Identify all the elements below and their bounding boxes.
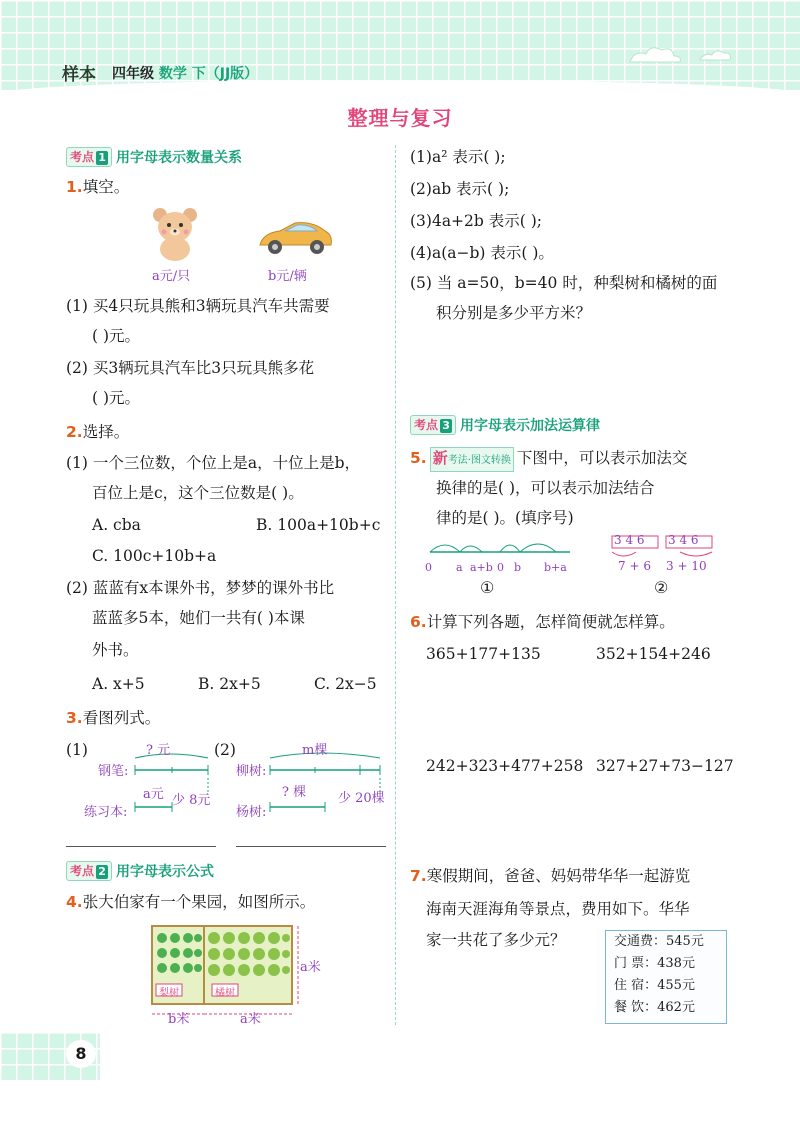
question-stem: 张大伯家有一个果园，如图所示。 xyxy=(82,893,316,911)
column-divider xyxy=(395,145,396,1025)
circle-2: ② xyxy=(654,578,669,597)
q1-part1-line2: ( )元。 xyxy=(92,327,141,345)
q7-line1: 寒假期间，爸爸、妈妈带华华一起游览 xyxy=(426,867,691,885)
q2-part1-line2: 百位上是c，这个三位数是( )。 xyxy=(92,484,304,502)
new-mark: 新 xyxy=(432,449,448,467)
expr-2: 352+154+246 xyxy=(596,645,711,663)
logo: 样本 xyxy=(62,65,96,85)
question-7 xyxy=(410,866,690,886)
question-4 xyxy=(66,892,315,912)
cost-lodging: 住 宿：455元 xyxy=(614,978,695,993)
q5-line2: 换律的是( )，可以表示加法结合 xyxy=(436,479,655,497)
section-num: 3 xyxy=(440,419,452,433)
q4-sub3: (3)4a+2b 表示( ); xyxy=(410,212,542,230)
question-1 xyxy=(66,177,129,197)
d2-top: m棵 xyxy=(302,743,328,758)
q2-part2-line3: 外书。 xyxy=(92,641,139,659)
d1-less: 少 8元 xyxy=(172,793,211,808)
question-stem: 计算下列各题，怎样简便就怎样算。 xyxy=(426,613,675,631)
grade: 四年级 xyxy=(112,66,154,82)
cost-ticket: 门 票：438元 xyxy=(614,956,695,971)
bear-price: a元/只 xyxy=(152,269,191,284)
section-tag: 考点 xyxy=(70,150,95,164)
section-heading-3 xyxy=(410,415,600,435)
cost-transport: 交通费：545元 xyxy=(614,934,704,949)
q4-sub1: (1)a² 表示( ); xyxy=(410,148,506,166)
question-number: 5. xyxy=(410,449,427,467)
question-number: 4. xyxy=(66,893,83,911)
pear-label: 梨树 xyxy=(159,988,179,999)
d1-label-a: 钢笔: xyxy=(98,764,129,779)
section-text: 用字母表示数量关系 xyxy=(116,150,243,166)
new-tag-text: 考法·图文转换 xyxy=(447,455,511,466)
q5-line1: 下图中，可以表示加法交 xyxy=(516,449,688,467)
d1-mid: a元 xyxy=(143,787,164,802)
nl-0b: 0 xyxy=(497,561,504,574)
section-tag: 考点 xyxy=(414,418,439,432)
q4-sub2: (2)ab 表示( ); xyxy=(410,180,510,198)
q4-sub5-line2: 积分别是多少平方米？ xyxy=(436,304,592,322)
question-6 xyxy=(410,612,675,632)
option-a: A. x+5 xyxy=(92,675,145,693)
toy-car-image xyxy=(255,215,335,260)
grade-label xyxy=(112,63,258,83)
section-num: 2 xyxy=(96,865,108,879)
d2-mid: ? 棵 xyxy=(282,785,307,800)
d2-label-b: 杨树: xyxy=(236,805,267,820)
option-b: B. 2x+5 xyxy=(198,675,261,693)
expr-1: 365+177+135 xyxy=(426,645,541,663)
q7-line3: 家一共花了多少元？ xyxy=(426,931,566,949)
width-b-label: b米 xyxy=(168,1012,190,1027)
q2-part2-line1: (2) 蓝蓝有x本课外书，梦梦的课外书比 xyxy=(66,579,335,597)
q3-label-2: (2) xyxy=(214,741,236,759)
q5-line3: 律的是( )。(填序号) xyxy=(436,509,574,527)
expr-3: 242+323+477+258 xyxy=(426,757,584,775)
height-label: a米 xyxy=(300,960,321,975)
question-number: 3. xyxy=(66,709,83,727)
q3-label-1: (1) xyxy=(66,741,88,759)
option-c: C. 100c+10b+a xyxy=(92,547,217,565)
subject: 数学 xyxy=(158,66,187,82)
volume: 下（JJ版） xyxy=(191,66,259,82)
section-heading-1 xyxy=(66,147,242,167)
nl-b-plus-a: b+a xyxy=(544,561,567,574)
section-tag: 考点 xyxy=(70,864,95,878)
q1-part1-line1: (1) 买4只玩具熊和3辆玩具汽车共需要 xyxy=(66,297,330,315)
nl-a-plus-b: a+b xyxy=(470,561,493,574)
page-title: 整理与复习 xyxy=(347,106,453,130)
nl-a: a xyxy=(456,561,463,574)
q1-part2-line2: ( )元。 xyxy=(92,389,141,407)
fig2-right-numbers: 3 4 6 xyxy=(668,533,699,547)
section-heading-2 xyxy=(66,861,214,881)
fig2-left-numbers: 3 4 6 xyxy=(614,533,645,547)
q2-part2-line2: 蓝蓝多5本，她们一共有( )本课 xyxy=(92,609,305,627)
d1-label-b: 练习本: xyxy=(84,805,128,820)
teddy-bear-image xyxy=(150,205,200,263)
d2-less: 少 20棵 xyxy=(338,791,385,806)
new-tag xyxy=(430,447,514,472)
nl-0: 0 xyxy=(425,561,432,574)
cost-table xyxy=(605,930,727,1024)
section-text: 用字母表示公式 xyxy=(116,864,215,880)
option-b: B. 100a+10b+c xyxy=(256,516,381,534)
question-stem: 填空。 xyxy=(82,178,130,196)
section-num: 1 xyxy=(96,151,108,165)
q1-part2-line1: (2) 买3辆玩具汽车比3只玩具熊多花 xyxy=(66,359,315,377)
fig2-right-expr: 3 + 10 xyxy=(666,559,707,573)
question-3 xyxy=(66,708,160,728)
section-text: 用字母表示加法运算律 xyxy=(460,418,601,434)
answer-line-2[interactable] xyxy=(236,846,386,847)
question-2 xyxy=(66,422,129,442)
nl-b: b xyxy=(514,561,522,574)
orange-label: 橘树 xyxy=(215,988,235,999)
q2-part1-line1: (1) 一个三位数，个位上是a，十位上是b， xyxy=(66,454,361,472)
question-number: 2. xyxy=(66,423,83,441)
question-number: 6. xyxy=(410,613,427,631)
q4-sub5-line1: (5) 当 a=50，b=40 时，种梨树和橘树的面 xyxy=(410,274,718,292)
d2-label-a: 柳树: xyxy=(236,764,267,779)
question-5 xyxy=(410,447,687,472)
option-a: A. cba xyxy=(92,516,141,534)
d1-top: ? 元 xyxy=(146,743,171,758)
question-stem: 看图列式。 xyxy=(82,709,161,727)
cost-food: 餐 饮：462元 xyxy=(614,1000,695,1015)
fig2-left-expr: 7 + 6 xyxy=(618,559,651,573)
page-number: 8 xyxy=(66,1040,96,1068)
circle-1: ① xyxy=(480,578,495,597)
cloud-icon xyxy=(620,38,740,68)
question-number: 1. xyxy=(66,178,83,196)
option-c: C. 2x−5 xyxy=(314,675,377,693)
car-price: b元/辆 xyxy=(268,269,307,284)
width-a-label: a米 xyxy=(240,1012,261,1027)
q7-line2: 海南天涯海角等景点，费用如下。华华 xyxy=(426,900,690,918)
answer-line-1[interactable] xyxy=(66,846,216,847)
question-stem: 选择。 xyxy=(82,423,130,441)
expr-4: 327+27+73−127 xyxy=(596,757,734,775)
question-number: 7. xyxy=(410,867,427,885)
q4-sub4: (4)a(a−b) 表示( )。 xyxy=(410,244,554,262)
